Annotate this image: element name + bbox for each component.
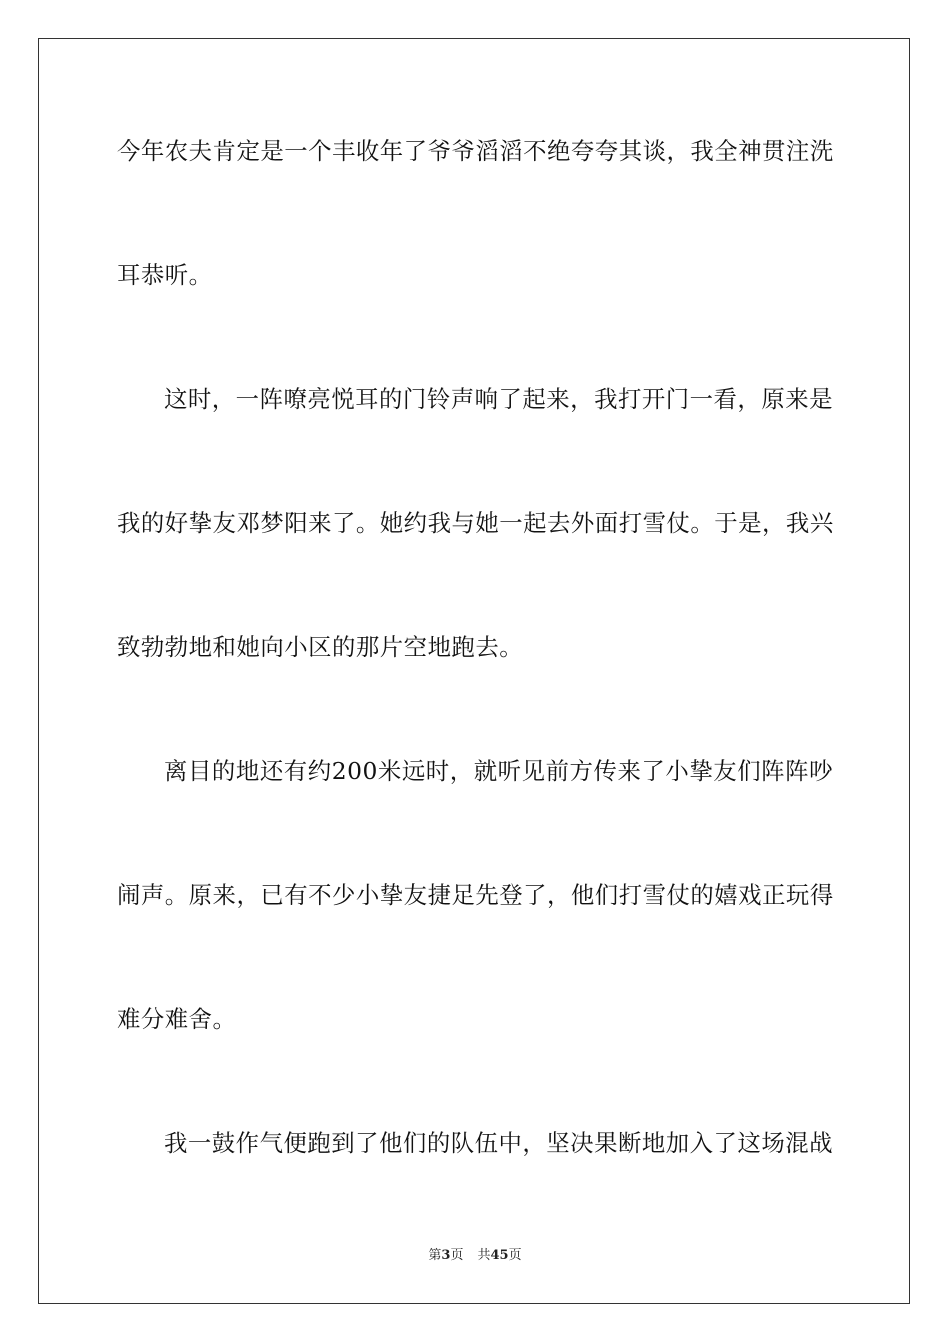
footer-total-prefix: 共 <box>477 1248 491 1263</box>
footer-page-prefix: 第 <box>428 1248 442 1263</box>
text-line-3: 这时，一阵嘹亮悦耳的门铃声响了起来，我打开门一看，原来是 <box>164 385 833 413</box>
text-line-7: 闹声。原来，已有不少小挚友捷足先登了，他们打雪仗的嬉戏正玩得 <box>117 881 834 909</box>
text-line-4: 我的好挚友邓梦阳来了。她约我与她一起去外面打雪仗。于是，我兴 <box>117 509 834 537</box>
text-line-5: 致勃勃地和她向小区的那片空地跑去。 <box>117 633 524 661</box>
page-footer <box>0 1248 950 1264</box>
footer-total-pages: 45 <box>490 1248 509 1263</box>
text-line-8: 难分难舍。 <box>117 1005 237 1033</box>
text-line-1: 今年农夫肯定是一个丰收年了爷爷滔滔不绝夸夸其谈，我全神贯注洗 <box>117 137 834 165</box>
footer-total-suffix: 页 <box>508 1248 522 1263</box>
text-line-9: 我一鼓作气便跑到了他们的队伍中，坚决果断地加入了这场混战 <box>164 1129 833 1157</box>
text-line-6: 离目的地还有约200米远时，就听见前方传来了小挚友们阵阵吵 <box>164 757 833 785</box>
footer-page-suffix: 页 <box>450 1248 464 1263</box>
page-border <box>38 38 910 1304</box>
footer-page-number: 3 <box>441 1248 451 1263</box>
text-line-2: 耳恭听。 <box>117 261 213 289</box>
